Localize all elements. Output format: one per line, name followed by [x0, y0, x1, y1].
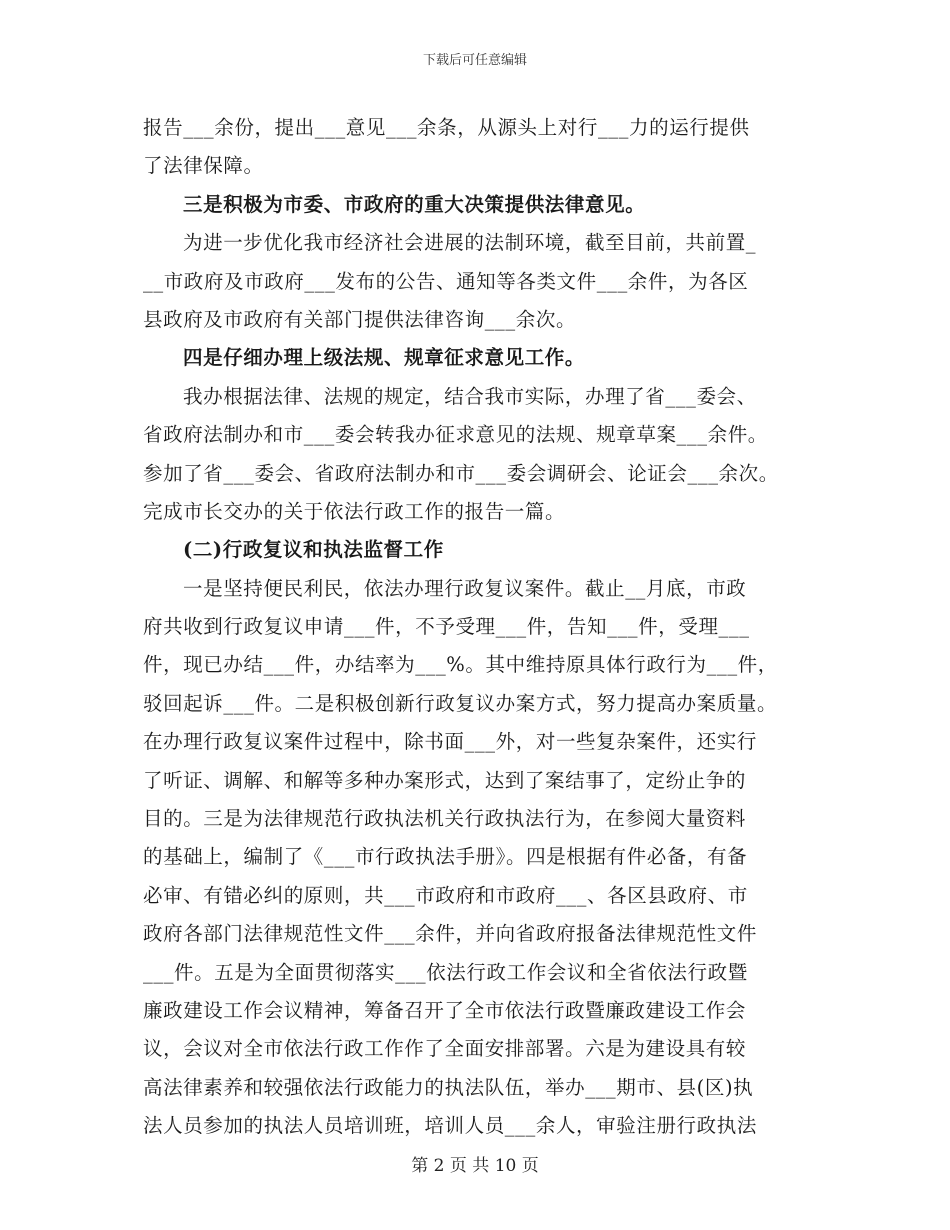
text-line: 完成市长交办的关于依法行政工作的报告一篇。	[143, 499, 566, 523]
document-body	[143, 109, 815, 1146]
text-line: 法人员参加的执法人员培训班，培训人员___余人，审验注册行政执法	[143, 1114, 757, 1138]
text-line: 省政府法制办和市___委会转我办征求意见的法规、规章草案___余件。	[143, 423, 768, 447]
text-line: 参加了省___委会、省政府法制办和市___委会调研会、论证会___余次。	[143, 461, 779, 485]
text-line: 一是坚持便民利民，依法办理行政复议案件。截止__月底，市政	[183, 576, 747, 600]
text-line: 我办根据法律、法规的规定，结合我市实际，办理了省___委会、	[183, 384, 757, 408]
text-line: 在办理行政复议案件过程中，除书面___外，对一些复杂案件，还实行	[143, 730, 757, 754]
text-line: 县政府及市政府有关部门提供法律咨询___余次。	[143, 307, 577, 331]
section-heading: (二)行政复议和执法监督工作	[183, 538, 444, 562]
text-line: 报告___余份，提出___意见___余条，从源头上对行___力的运行提供	[143, 116, 750, 139]
section-heading: 四是仔细办理上级法规、规章征求意见工作。	[183, 346, 586, 370]
text-line: 的基础上，编制了《___市行政执法手册》。四是根据有件必备，有备	[143, 845, 748, 869]
text-line: __市政府及市政府___发布的公告、通知等各类文件___余件，为各区	[143, 269, 749, 293]
page-footer: 第 2 页 共 10 页	[411, 1156, 539, 1176]
text-line: 府共收到行政复议申请___件，不予受理___件，告知___件，受理___	[143, 615, 750, 639]
text-line: 政府各部门法律规范性文件___余件，并向省政府报备法律规范性文件	[143, 922, 757, 946]
text-line: 了听证、调解、和解等多种办案形式，达到了案结事了，定纷止争的	[143, 768, 747, 792]
text-line: 驳回起诉___件。二是积极创新行政复议办案方式，努力提高办案质量。	[143, 691, 778, 715]
text-line: 为进一步优化我市经济社会进展的法制环境，截至目前，共前置_	[183, 231, 757, 255]
text-line: 件，现已办结___件，办结率为___%。其中维持原具体行政行为___件，	[143, 653, 778, 677]
text-line: 议，会议对全市依法行政工作作了全面安排部署。六是为建设具有较	[143, 1037, 747, 1061]
text-line: ___件。五是为全面贯彻落实___依法行政工作会议和全省依法行政暨	[143, 960, 748, 984]
text-line: 高法律素养和较强依法行政能力的执法队伍，举办___期市、县(区)执	[143, 1075, 754, 1099]
page-header: 下载后可任意编辑	[422, 53, 527, 68]
text-line: 了法律保障。	[143, 154, 264, 178]
text-line: 廉政建设工作会议精神，筹备召开了全市依法行政暨廉政建设工作会	[143, 998, 747, 1022]
section-heading: 三是积极为市委、市政府的重大决策提供法律意见。	[183, 192, 646, 216]
text-line: 必审、有错必纠的原则，共___市政府和市政府___、各区县政府、市	[143, 883, 748, 907]
text-line: 目的。三是为法律规范行政执法机关行政执法行为，在参阅大量资料	[143, 807, 747, 831]
